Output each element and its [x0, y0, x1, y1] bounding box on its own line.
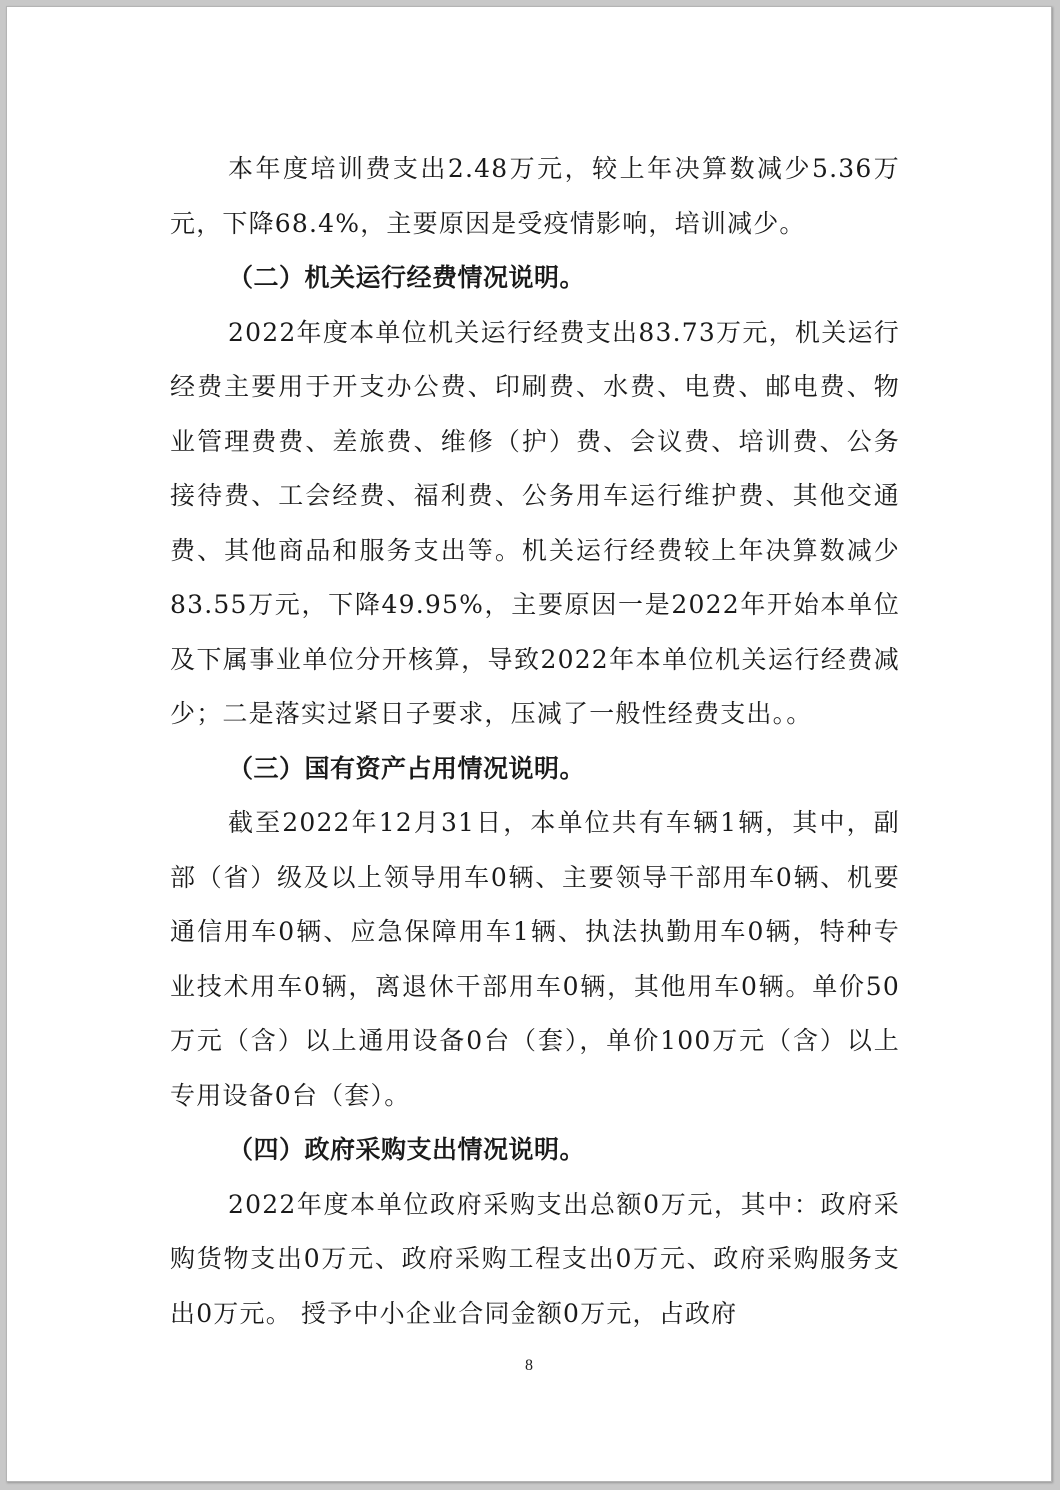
document-page	[6, 6, 1052, 1482]
heading-state-assets: （三）国有资产占用情况说明。	[228, 753, 586, 783]
paragraph-government-procurement: 2022年度本单位政府采购支出总额0万元，其中：政府采购货物支出0万元、政府采购工程支出0万元、政府采购服务支出0万元。 授予中小企业合同金额0万元，占政府	[170, 1189, 900, 1328]
paragraph-training-fee: 本年度培训费支出2.48万元，较上年决算数减少5.36万元，下降68.4%，主要原因是受疫情影响，培训减少。	[170, 154, 900, 238]
heading-government-procurement: （四）政府采购支出情况说明。	[228, 1135, 586, 1164]
paragraph-operating-expenses: 2022年度本单位机关运行经费支出83.73万元，机关运行经费主要用于开支办公费、印刷费、水费、电费、邮电费、物业管理费费、差旅费、维修（护）费、会议费、培训费、公务接待费、工会经费、福利费、公务用车运行维护费、其他交通费、其他商品和服务支出等。机关运行经费较上年决算数减少83.55万元，下降49.95%，主要原因一是2022年开始本单位及下属事业单位分开核算，导致2022年本单位机关运行经费减少；二是落实过紧日子要求，压减了一般性经费支出。。	[170, 317, 900, 728]
paragraph-state-assets: 截至2022年12月31日，本单位共有车辆1辆，其中，副部（省）级及以上领导用车0辆、主要领导干部用车0辆、机要通信用车0辆、应急保障用车1辆、执法执勤用车0辆，特种专业技术用车0辆，离退休干部用车0辆，其他用车0辆。单价50万元（含）以上通用设备0台（套），单价100万元（含）以上专用设备0台（套）。	[170, 808, 900, 1110]
page-number: 8	[525, 1357, 533, 1374]
document-body	[170, 142, 900, 1341]
heading-operating-expenses: （二）机关运行经费情况说明。	[228, 263, 586, 292]
